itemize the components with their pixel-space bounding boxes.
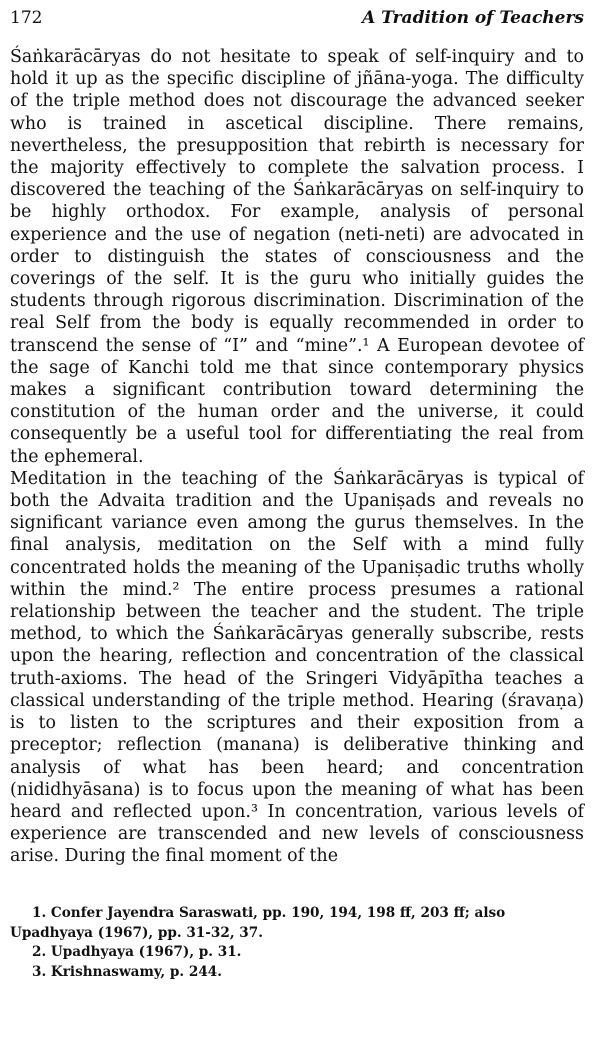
paragraph-2: Meditation in the teaching of the Śaṅkarācāryas is typical of both the Advaita tradition and the Upaniṣads and reveals no significant variance even among the gurus themselves. In the final analysis, meditation on the Self with a mind fully concentrated holds the meaning of the Upaniṣadic truths wholly within the mind.² The entire process presumes a rational relationship between the teacher and the student. The triple method, to which the Śaṅkarācāryas generally subscribe, rests upon the hearing, reflection and concentration of the classical truth-axioms. The head of the Sringeri Vidyāpītha teaches a classical understanding of the triple method. Hearing (śravaṇa) is to listen to the scriptures and their exposition from a preceptor; reflection (manana) is deliberative thinking and analysis of what has been heard; and concentration (nididhyāsana) is to focus upon the meaning of what has been heard and reflected upon.³ In concentration, various levels of experience are transcended and new levels of consciousness arise. During the final moment of the <box>10 468 584 867</box>
page-number: 172 <box>10 8 43 28</box>
paragraph-1: Śaṅkarācāryas do not hesitate to speak of self-inquiry and to hold it up as the specific discipline of jñāna-yoga. The difficulty of the triple method does not discourage the advanced seeker who is trained in ascetical discipline. There remains, nevertheless, the presupposition that rebirth is necessary for the majority effectively to complete the salvation process. I discovered the teaching of the Śaṅkarācāryas on self-inquiry to be highly orthodox. For example, analysis of personal experience and the use of negation (neti-neti) are advocated in order to distinguish the states of consciousness and the coverings of the self. It is the guru who initially guides the students through rigorous discrimination. Discrimination of the real Self from the body is equally recommended in order to transcend the sense of “I” and “mine”.¹ A European devotee of the sage of Kanchi told me that since contemporary physics makes a significant contribution toward determining the constitution of the human order and the universe, it could consequently be a useful tool for differentiating the real from the ephemeral. <box>10 47 584 467</box>
body-text <box>10 46 584 868</box>
page-header <box>10 4 584 34</box>
footnotes <box>10 904 584 982</box>
footnote-1: 1. Confer Jayendra Saraswati, pp. 190, 194, 198 ff, 203 ff; also Upadhyaya (1967), pp. 31-32, 37. <box>10 905 506 941</box>
footnote-3: 3. Krishnaswamy, p. 244. <box>32 963 222 980</box>
running-title: A Tradition of Teachers <box>362 8 584 28</box>
footnote-2: 2. Upadhyaya (1967), p. 31. <box>32 944 242 961</box>
